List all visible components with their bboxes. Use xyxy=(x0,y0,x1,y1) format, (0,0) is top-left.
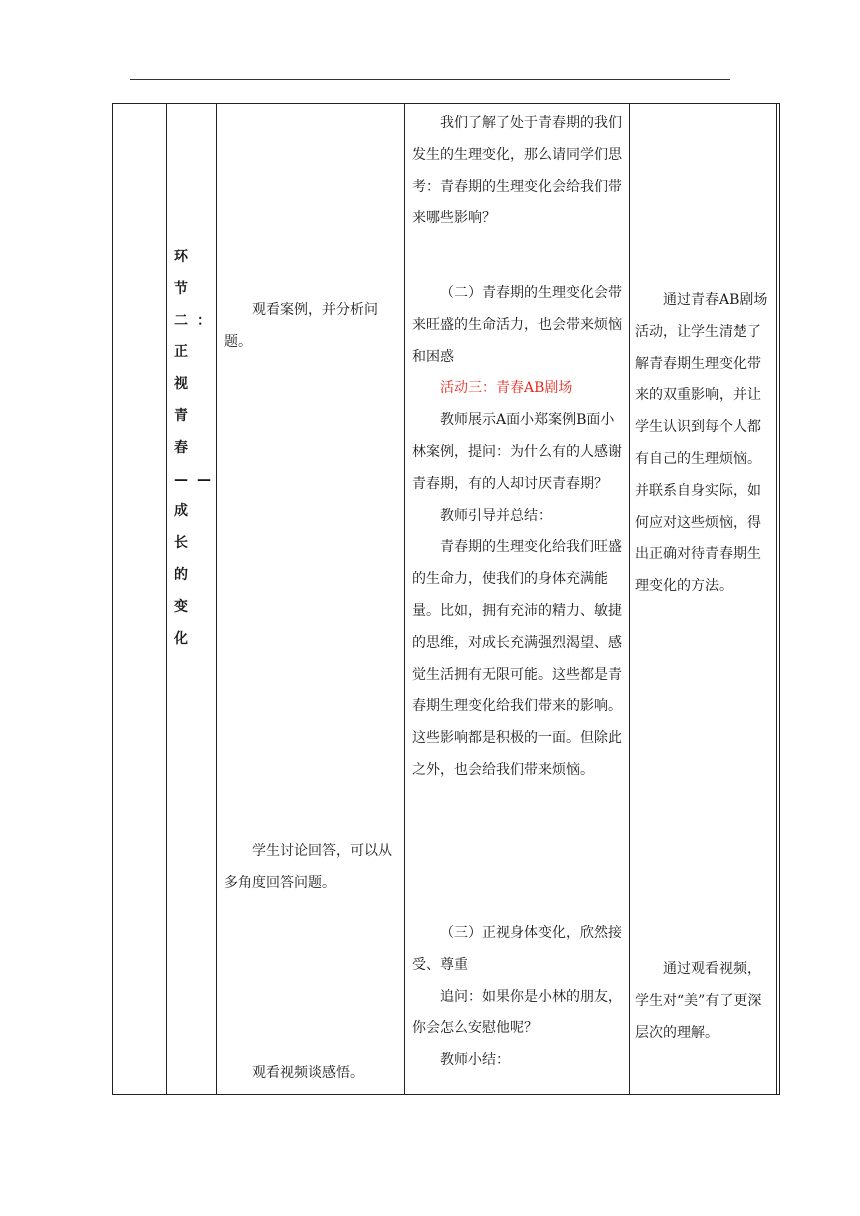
teacher-activity-block-3: （三）正视身体变化，欣然接受、尊重 追问：如果你是小林的朋友，你会怎么安慰他呢？ 教师小结： xyxy=(412,925,622,1069)
column-divider xyxy=(166,103,167,1095)
column-divider xyxy=(216,103,217,1095)
design-intent-1: 通过青春AB剧场活动，让学生清楚了解青春期生理变化带来的双重影响，并让学生认识到每个人都有自己的生理烦恼。并联系自身实际，如何应对这些烦恼，得出正确对待青春期生理变化的方法。 xyxy=(635,292,768,595)
table-right-border xyxy=(779,103,780,1095)
column-divider xyxy=(629,103,630,1095)
student-activity-1: 观看案例，并分析问题。 xyxy=(224,302,378,350)
column-divider xyxy=(404,103,405,1095)
table-top-border xyxy=(112,103,780,104)
lesson-plan-table xyxy=(112,103,780,1095)
student-activity-2: 学生讨论回答，可以从多角度回答问题。 xyxy=(224,843,392,891)
teacher-activity-block-1: 我们了解了处于青春期的我们发生的生理变化，那么请同学们思考：青春期的生理变化会给我们带来哪些影响？ xyxy=(412,115,622,227)
table-left-border xyxy=(112,103,113,1095)
header-rule xyxy=(130,79,730,80)
teacher-activity-block-2: （二）青春期的生理变化会带来旺盛的生命活力，也会带来烦恼和困惑 活动三：青春AB剧场 教师展示A面小郑案例B面小林案例，提问：为什么有的人感谢青春期，有的人却讨厌青春期？ 教师引导并总结： 青春期的生理变化给我们旺盛的生命力，使我们的身体充满能量。比如，拥有充沛的精力、敏捷的思维，对成长充满强烈渴望、感觉生活拥有无限可能。这些都是青春期生理变化给我们带来的影响。这些影响都是积极的一面。但除此之外，也会给我们带来烦恼。 xyxy=(412,285,622,778)
activity-heading: 活动三：青春AB剧场 xyxy=(440,380,573,397)
table-bottom-border xyxy=(112,1094,780,1095)
stage-title: 环节 二： 正视 青春 —— 成长 的变 化 xyxy=(174,249,220,647)
column-divider xyxy=(776,103,777,1095)
design-intent-2: 通过观看视频，学生对“美”有了更深层次的理解。 xyxy=(635,961,762,1041)
student-activity-3: 观看视频谈感悟。 xyxy=(252,1065,364,1081)
